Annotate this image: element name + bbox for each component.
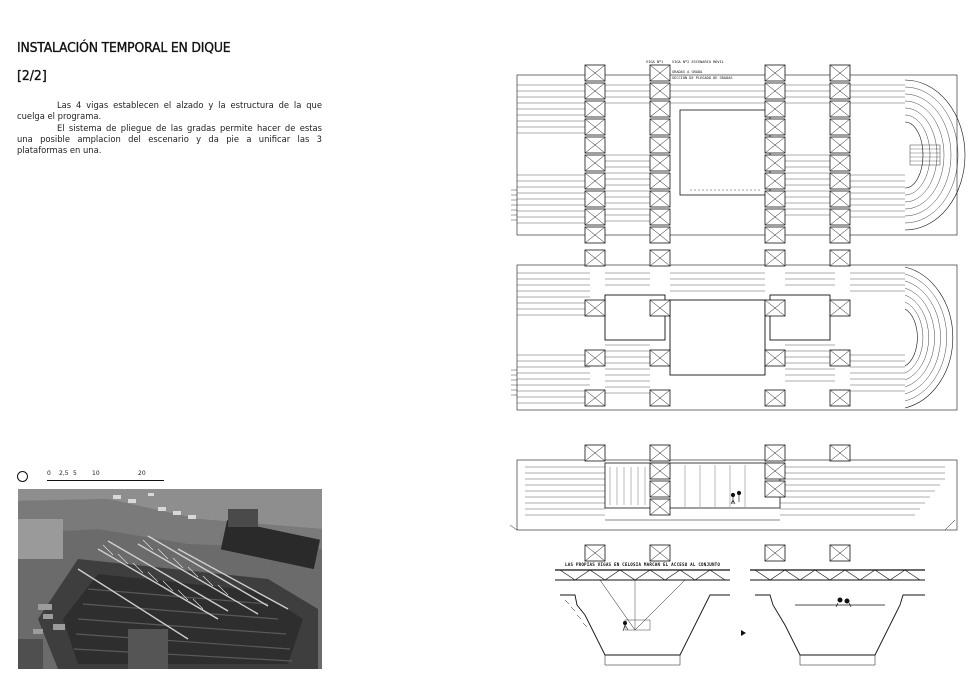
section-caption: LAS PROPIAS VIGAS EN CELOSIA MARCAN EL ACCESO AL CONJUNTO xyxy=(565,562,721,567)
plan-view-1 xyxy=(511,75,965,235)
elevation-view xyxy=(510,460,957,530)
section-view-left xyxy=(555,570,730,665)
scale-tick-label: 5 xyxy=(73,470,77,477)
scale-line xyxy=(47,480,164,481)
plan-note: GRADAS A GRADA xyxy=(672,70,703,74)
description-paragraph-2: El sistema de pliegue de las gradas permite hacer de estas una posible amplacion del escenario y da pie a unificar las 3 plataformas en una. xyxy=(17,122,322,156)
architectural-drawings xyxy=(505,55,975,685)
plan-note: VIGA Nº2 ESCENARIO MÓVIL xyxy=(672,60,724,64)
page-title: INSTALACIÓN TEMPORAL EN DIQUE xyxy=(17,40,231,56)
description-paragraph-1: Las 4 vigas establecen el alzado y la estructura de la que cuelga el programa. xyxy=(17,100,322,122)
scale-tick-label: 10 xyxy=(92,470,100,477)
elevation-truss-towers xyxy=(585,445,850,515)
aerial-photo-drawing xyxy=(18,489,322,669)
page-subtitle: [2/2] xyxy=(17,68,47,84)
aerial-photo xyxy=(18,489,322,669)
description-text xyxy=(17,100,322,156)
plan-view-2 xyxy=(511,265,957,410)
section-truss-towers xyxy=(585,545,850,561)
scale-tick-label: 0 xyxy=(47,470,51,477)
drawings-svg xyxy=(505,55,975,685)
scale-tick-label: 2,5 xyxy=(59,470,69,477)
plan-note: VIGA Nº1 xyxy=(646,60,664,64)
plan-note: SECCIÓN DE PLEGADO DE GRADAS xyxy=(672,76,733,80)
plan-2-truss-beams xyxy=(585,250,850,406)
plan-1-truss-beams xyxy=(585,65,850,243)
section-view-right xyxy=(750,570,925,665)
north-arrow-icon xyxy=(17,471,28,482)
arrow-icon xyxy=(741,630,746,636)
scale-tick-label: 20 xyxy=(138,470,146,477)
scale-bar xyxy=(17,468,157,486)
